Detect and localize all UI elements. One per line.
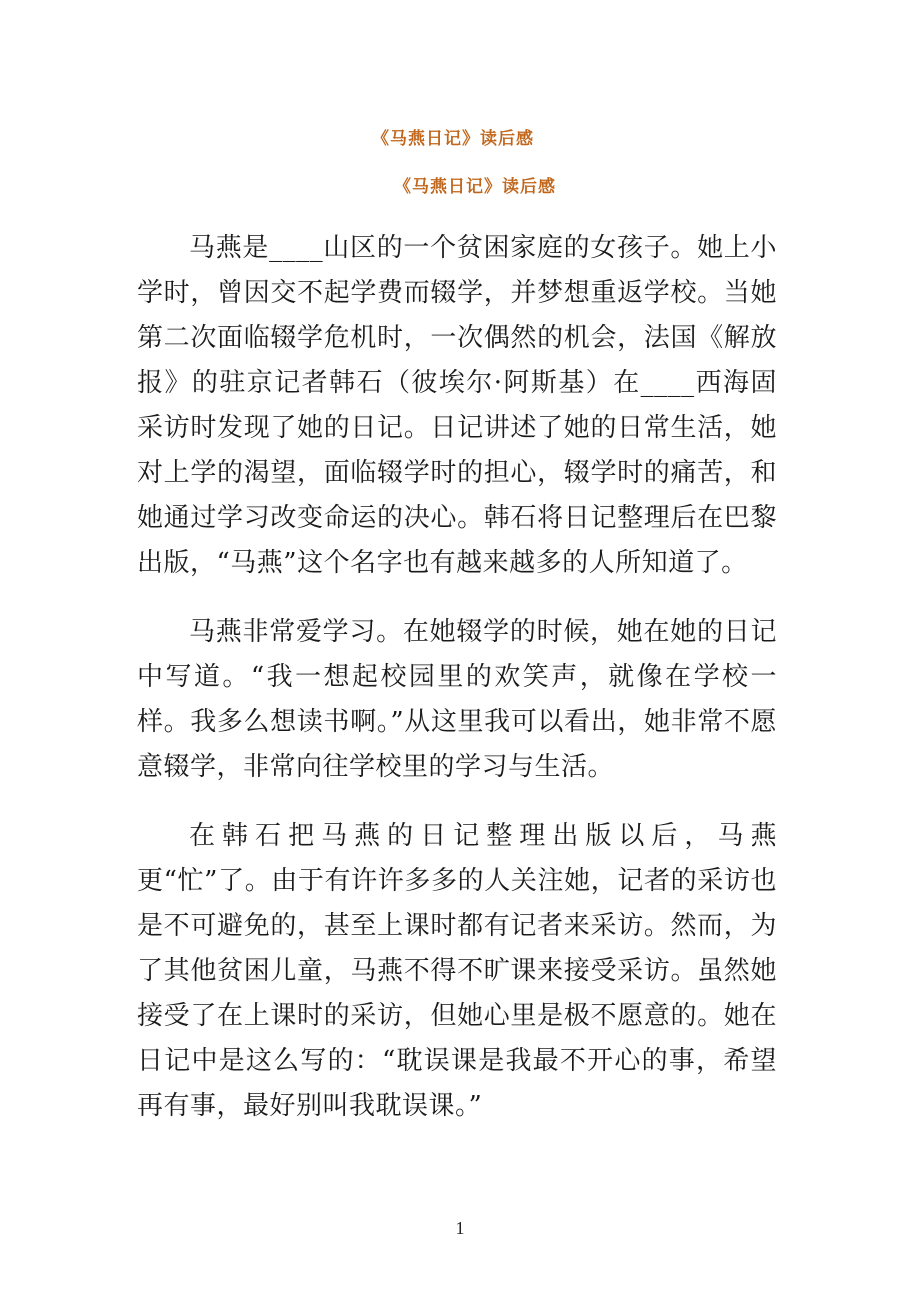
document-body: [137, 226, 777, 1153]
paragraph-2: 马燕非常爱学习。在她辍学的时候，她在她的日记中写道。“我一想起校园里的欢笑声，就像在学校一样。我多么想读书啊。”从这里我可以看出，她非常不愿意辍学，非常向往学校里的学习与生活。: [137, 617, 777, 782]
document-subtitle: 《马燕日记》读后感: [394, 177, 556, 197]
paragraph-3: 在韩石把马燕的日记整理出版以后，马燕更“忙”了。由于有许许多多的人关注她，记者的采访也是不可避免的，甚至上课时都有记者来采访。然而，为了其他贫困儿童，马燕不得不旷课来接受采访。虽然她接受了在上课时的采访，但她心里是极不愿意的。她在日记中是这么写的：“耽误课是我最不开心的事，希望再有事，最好别叫我耽误课。”: [137, 821, 777, 1121]
document-title: 《马燕日记》读后感: [372, 129, 534, 149]
page-number: 1: [455, 1218, 465, 1238]
paragraph-1: 马燕是____山区的一个贫困家庭的女孩子。她上小学时，曾因交不起学费而辍学，并梦想重返学校。当她第二次面临辍学危机时，一次偶然的机会，法国《解放报》的驻京记者韩石（彼埃尔·阿斯基）在____西海固采访时发现了她的日记。日记讲述了她的日常生活，她对上学的渴望，面临辍学时的担心，辍学时的痛苦，和她通过学习改变命运的决心。韩石将日记整理后在巴黎出版，“马燕”这个名字也有越来越多的人所知道了。: [137, 233, 777, 578]
